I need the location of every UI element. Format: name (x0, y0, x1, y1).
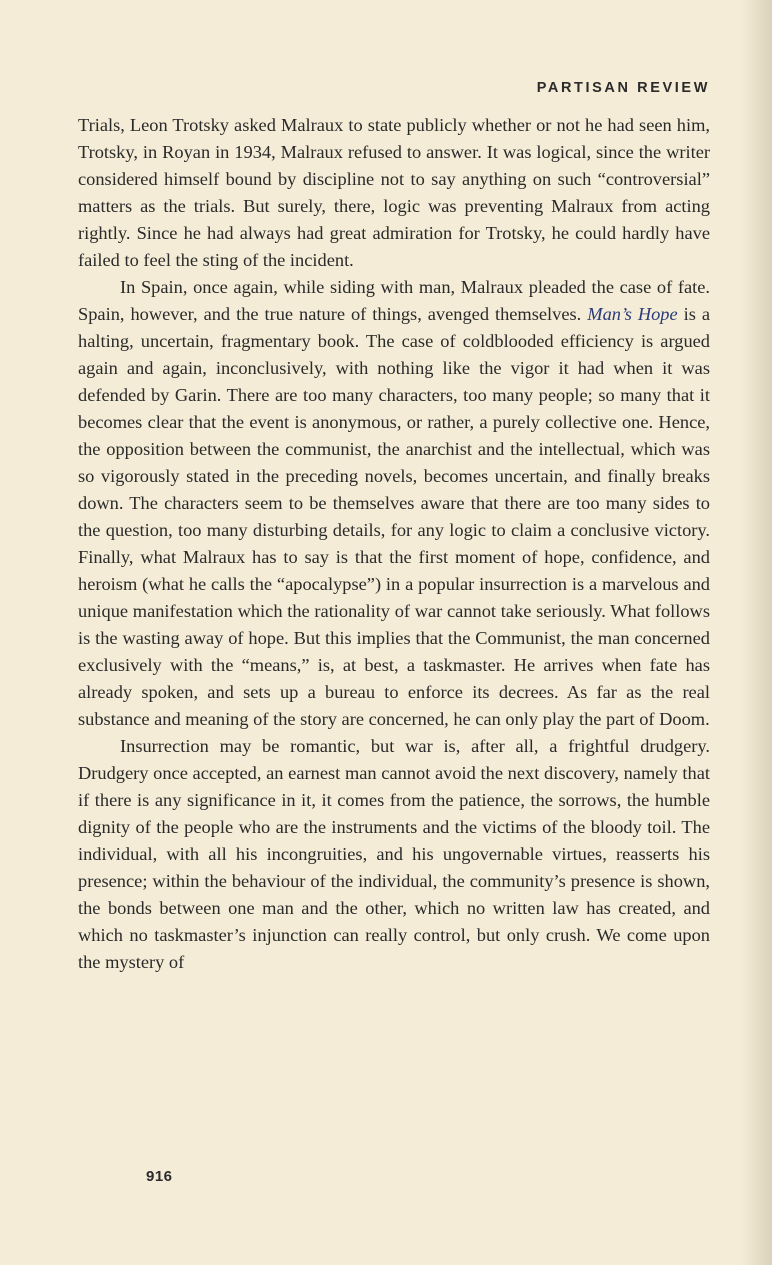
paragraph-2 (78, 274, 710, 733)
book-title-mans-hope: Man’s Hope (587, 304, 678, 324)
page-number: 916 (146, 1168, 173, 1185)
paragraph-2-text-a: In Spain, once again, while siding with man, Malraux pleaded the case of fate. Spain, however, and the true nature of things, avenged themselves. (78, 277, 710, 324)
paragraph-2-text-b: is a halting, uncertain, fragmentary book. The case of coldblooded efficiency is argued again and again, inconclusively, with nothing like the vigor it had when it was defended by Garin. There are too many characters, too many people; so many that it becomes clear that the event is anonymous, or rather, a purely collective one. Hence, the opposition between the communist, the anarchist and the intellectual, which was so vigorously stated in the preceding novels, becomes uncertain, and finally breaks down. The characters seem to be themselves aware that there are too many sides to the question, too many disturbing details, for any logic to claim a conclusive victory. Finally, what Malraux has to say is that the first moment of hope, confidence, and heroism (what he calls the “apocalypse”) in a popular insurrection is a marvelous and unique manifestation which the rationality of war cannot take seriously. What follows is the wasting away of hope. But this implies that the Communist, the man concerned exclusively with the “means,” is, at best, a taskmaster. He arrives when fate has already spoken, and sets up a bureau to enforce its decrees. As far as the real substance and meaning of the story are concerned, he can only play the part of Doom. (78, 304, 711, 729)
paragraph-3-text: Insurrection may be romantic, but war is, after all, a frightful drudgery. Drudgery once accepted, an earnest man cannot avoid the next discovery, namely that if there is any significance in it, it comes from the patience, the sorrows, the humble dignity of the people who are the instruments and the victims of the bloody toil. The individual, with all his incongruities, and his ungovernable virtues, reasserts his presence; within the behaviour of the individual, the community’s presence is shown, the bonds between one man and the other, which no written law has created, and which no taskmaster’s injunction can really control, but only crush. We come upon the mystery of (78, 736, 710, 972)
paragraph-1-text: Trials, Leon Trotsky asked Malraux to state publicly whether or not he had seen him, Trotsky, in Royan in 1934, Malraux refused to answer. It was logical, since the writer considered himself bound by discipline not to say anything on such “controversial” matters as the trials. But surely, there, logic was preventing Malraux from acting rightly. Since he had always had great admiration for Trotsky, he could hardly have failed to feel the sting of the incident. (78, 115, 710, 270)
paragraph-1 (78, 112, 710, 274)
body-text (78, 112, 710, 976)
running-head: PARTISAN REVIEW (536, 80, 710, 96)
paragraph-3 (78, 733, 710, 976)
